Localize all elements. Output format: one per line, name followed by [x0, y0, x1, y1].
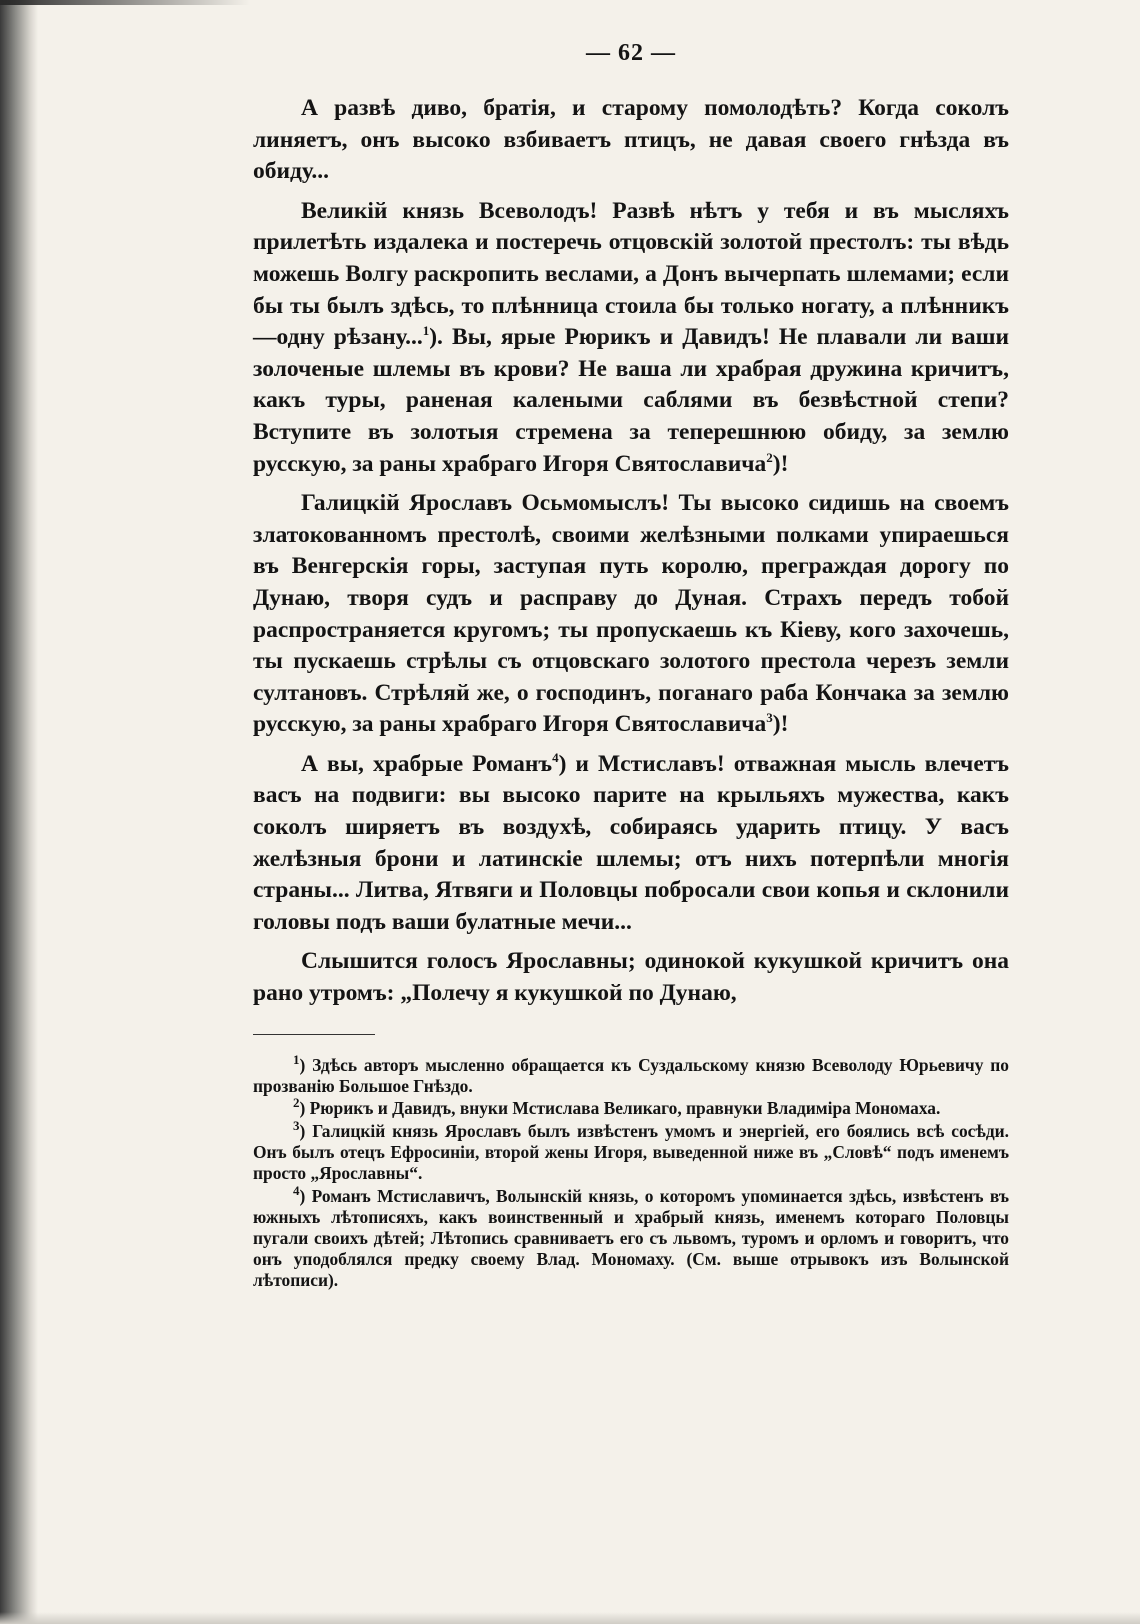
footnote-3: [253, 1118, 1009, 1184]
paragraph-4: [253, 749, 1009, 939]
page-top-edge: [0, 0, 250, 5]
paragraph-1: А развѣ диво, братія, и старому помолодѣть? Когда соколъ линяетъ, онъ высоко взбиваетъ птицъ, не давая своего гнѣзда въ обиду...: [253, 95, 1009, 185]
footnote-ref-4: 4: [552, 750, 559, 766]
footnote-mark: 1: [293, 1051, 300, 1067]
paragraph-5: Слышится голосъ Ярославны; одинокой кукушкой кричитъ она рано утромъ: „Полечу я кукушкой по Дунаю,: [253, 948, 1009, 1007]
footnote-ref-3: 3: [766, 710, 773, 726]
paragraph-3-part-2: )!: [772, 711, 789, 738]
paragraph-2-part-1: Великій князь Всеволодъ! Развѣ нѣтъ у тебя и въ мысляхъ прилетѣть издалека и постеречь отцовскій золотой престолъ: ты вѣдь можешь Волгу раскропить веслами, а Донъ вычерпать шлемами; если бы ты былъ здѣсь, то плѣнница стоила бы только ногату, а плѣнникъ—одну рѣзану...: [253, 197, 1009, 351]
page-gutter-shadow: [0, 0, 38, 1624]
paragraph-4-part-1: А вы, храбрые Романъ: [301, 750, 553, 777]
footnote-mark: 3: [293, 1118, 300, 1134]
book-page: [253, 40, 1009, 1293]
footnote-separator: [253, 1034, 375, 1035]
footnote-ref-2: 2: [766, 449, 773, 465]
paragraph-3: [253, 488, 1009, 741]
footnote-mark: 4: [293, 1183, 300, 1199]
footnote-ref-1: 1: [422, 323, 430, 339]
paragraph-4-part-2: ) и Мстиславъ! отважная мысль влечетъ васъ на подвиги: вы высоко парите на крыльяхъ мужества, какъ соколъ ширяетъ въ воздухѣ, собираясь ударить птицу. У васъ желѣзныя брони и латинскіе шлемы; отъ нихъ потерпѣли многія страны... Литва, Ятвяги и Половцы побросали свои копья и склонили головы подъ ваши булатные мечи...: [253, 750, 1009, 935]
footnote-1: [253, 1051, 1009, 1097]
footnotes: [253, 1051, 1009, 1291]
paragraph-2-part-2: ). Вы, ярые Рюрикъ и Давидъ! Не плавали ли ваши золоченые шлемы въ крови? Не ваша ли храбрая дружина кричитъ, какъ туры, раненая калеными саблями въ безвѣстной степи? Вступите въ золотыя стремена за теперешнюю обиду, за землю русскую, за раны храбраго Игоря Святославича: [253, 324, 1009, 477]
footnote-text: ) Рюрикъ и Давидъ, внуки Мстислава Великаго, правнуки Владиміра Мономаха.: [299, 1098, 941, 1119]
footnote-mark: 2: [293, 1095, 300, 1111]
footnote-2: [253, 1095, 1009, 1119]
paragraph-2-part-3: )!: [772, 450, 789, 477]
paragraph-3-part-1: Галицкій Ярославъ Осьмомыслъ! Ты высоко сидишь на своемъ златокованномъ престолѣ, своими желѣзными полками упираешься въ Венгерскія горы, заступая путь королю, преграждая дорогу по Дунаю, творя судъ и расправу до Дуная. Страхъ передъ тобой распространяется кругомъ; ты пропускаешь къ Кіеву, кого захочешь, ты пускаешь стрѣлы съ отцовскаго золотого престола черезъ земли султановъ. Стрѣляй же, о господинъ, поганаго раба Кончака за землю русскую, за раны храбраго Игоря Святославича: [253, 490, 1009, 738]
footnote-text: ) Романъ Мстиславичъ, Волынскій князь, о которомъ упоминается здѣсь, извѣстенъ въ южныхъ лѣтописяхъ, какъ воинственный и храбрый князь, именемъ котораго Половцы пугали своихъ дѣтей; Лѣтопись сравниваетъ его съ львомъ, туромъ и орломъ и говоритъ, что онъ уподоблялся предку своему Влад. Мономаху. (См. выше отрывокъ изъ Волынской лѣтописи).: [253, 1186, 1009, 1290]
footnote-text: ) Галицкій князь Ярославъ былъ извѣстенъ умомъ и энергіей, его боялись всѣ сосѣди. Онъ былъ отецъ Ефросиніи, второй жены Игоря, выведенной ниже въ „Словѣ“ подъ именемъ просто „Ярославны“.: [253, 1121, 1009, 1184]
body-text: [253, 93, 1009, 1010]
page-bottom-edge: [0, 1612, 1140, 1624]
footnote-4: [253, 1183, 1009, 1291]
footnote-text: ) Здѣсь авторъ мысленно обращается къ Суздальскому князю Всеволоду Юрьевичу по прозванію Большое Гнѣздо.: [253, 1054, 1009, 1096]
page-number: — 62 —: [586, 40, 676, 66]
paragraph-2: [253, 196, 1009, 480]
